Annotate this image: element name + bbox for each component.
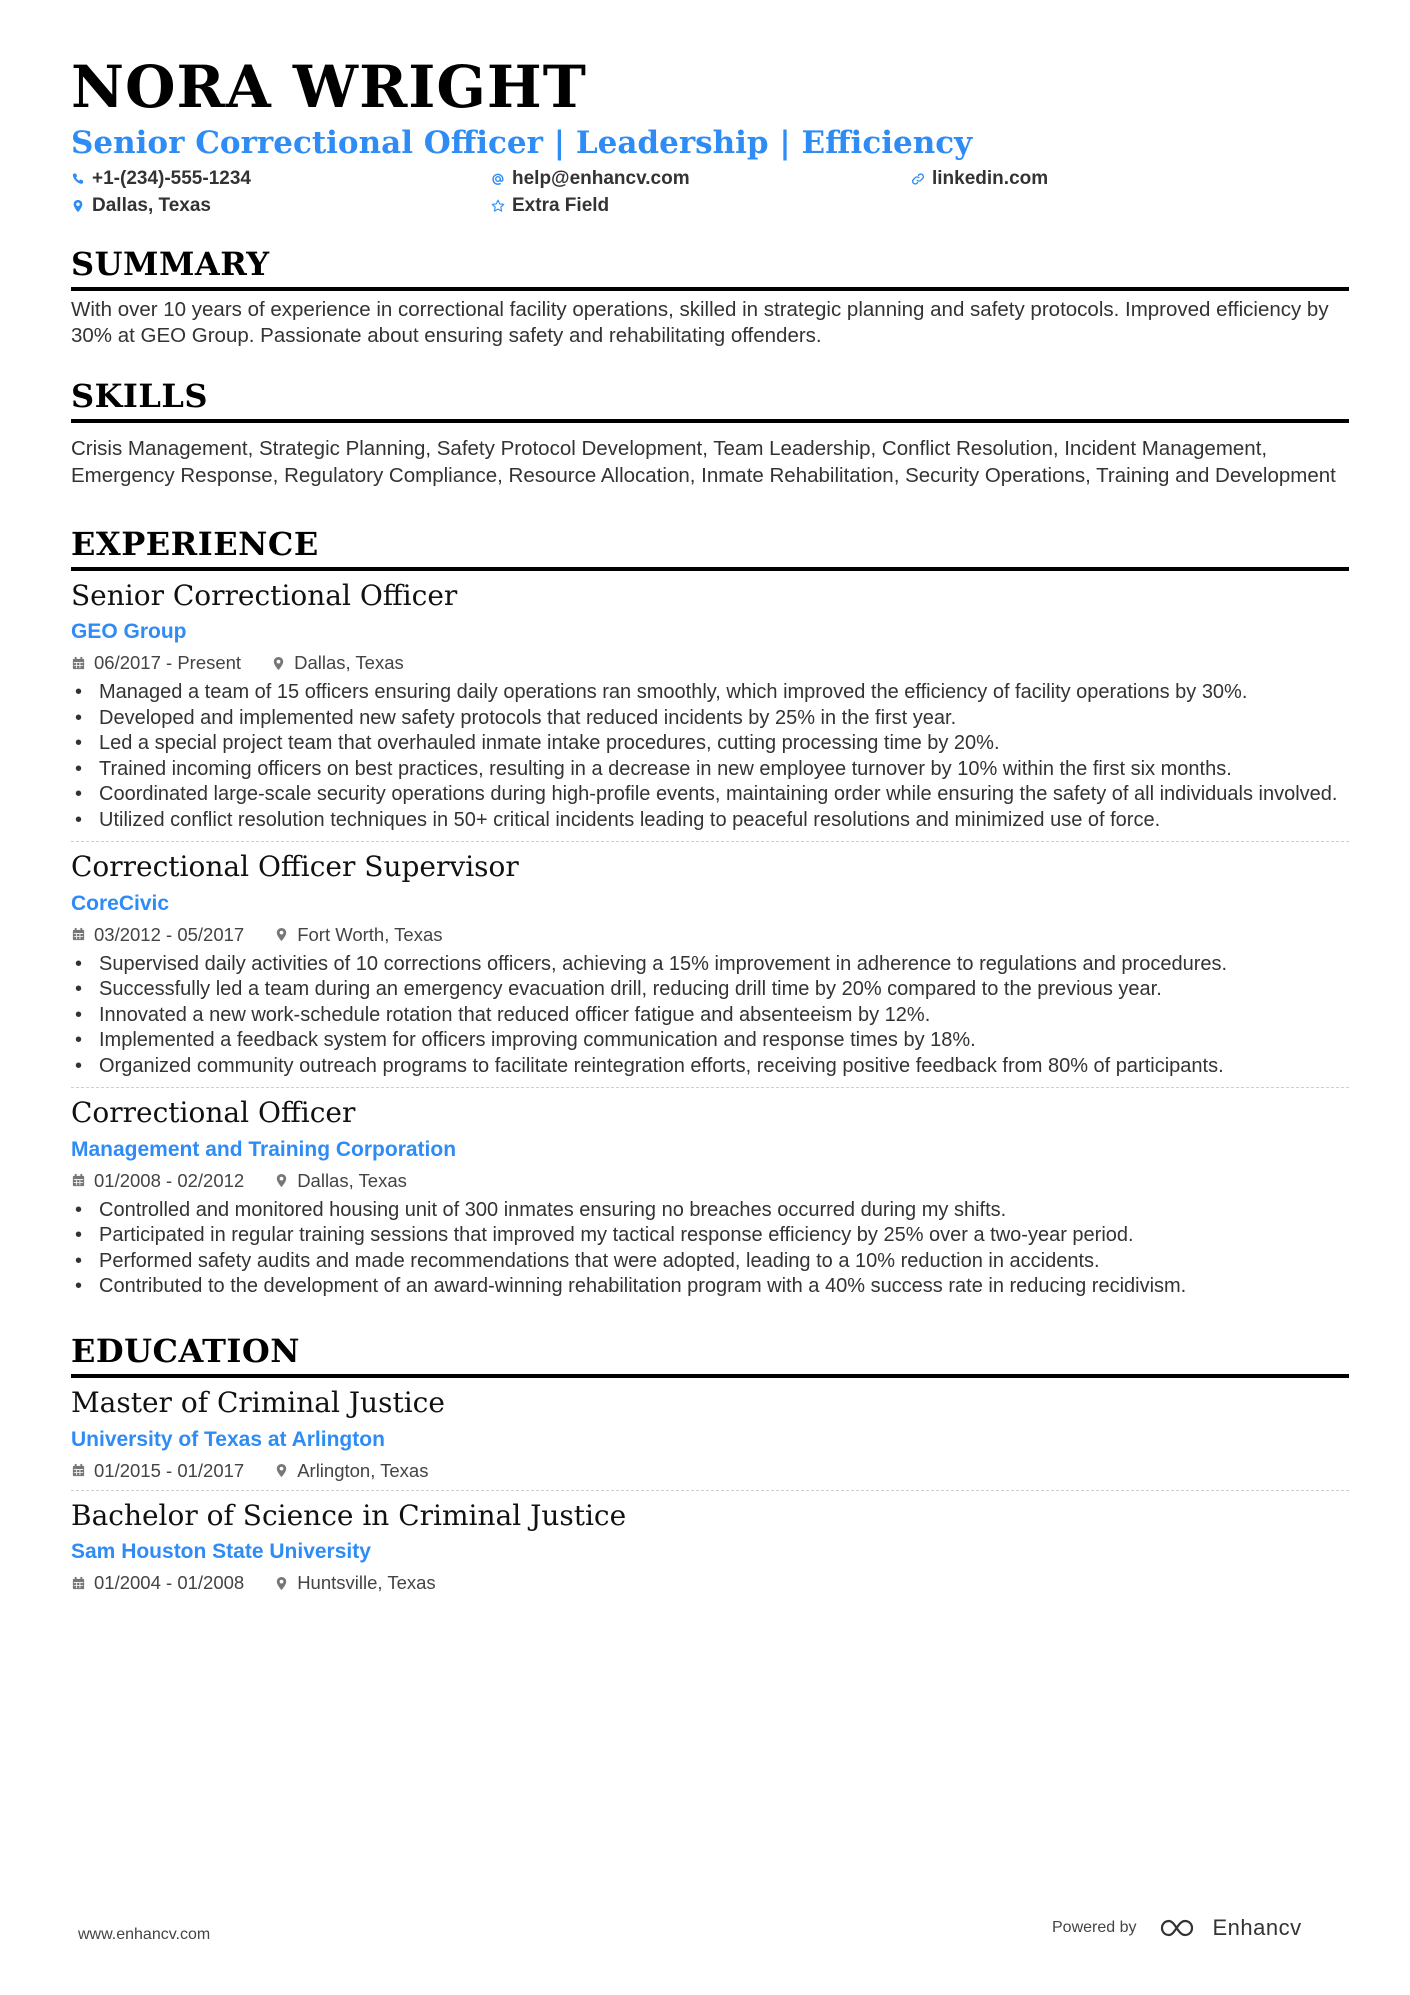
link-icon: [911, 172, 925, 186]
job-location: [271, 652, 404, 674]
job-location: [274, 924, 442, 946]
job-entry: [71, 850, 1349, 1079]
education-meta: [71, 1572, 1349, 1594]
brand-logo[interactable]: [1159, 1915, 1302, 1941]
education-dates: [71, 1460, 244, 1482]
skills-text: Crisis Management, Strategic Planning, Safety Protocol Development, Team Leadership, Conflict Resolution, Incident Management, Emergency Response, Regulatory Compliance, Resource Allocation, Inmate Rehabilitation, Security Operations, Training and Development: [71, 436, 1336, 487]
job-location: [274, 1170, 407, 1192]
job-title: Correctional Officer Supervisor: [71, 850, 519, 884]
company-name[interactable]: GEO Group: [71, 620, 187, 644]
education-divider: [71, 1374, 1349, 1378]
education-separator: [71, 1490, 1349, 1491]
bullet-item: • Trained incoming officers on best practices, resulting in a decrease in new employee turnover by 10% within the first six months.: [99, 757, 1349, 783]
candidate-title: Senior Correctional Officer | Leadership | Efficiency: [71, 125, 973, 161]
job-bullets: [71, 952, 1349, 1080]
job-location-text: Dallas, Texas: [297, 1169, 407, 1191]
bullet-item: • Organized community outreach programs to facilitate reintegration efforts, receiving positive feedback from 80% of participants.: [99, 1054, 1349, 1080]
location-pin-icon: [271, 656, 286, 671]
job-title: Senior Correctional Officer: [71, 578, 458, 612]
bullet-item: • Successfully led a team during an emergency evacuation drill, reducing drill time by 20% compared to the previous year.: [99, 977, 1349, 1003]
bullet-item: • Developed and implemented new safety protocols that reduced incidents by 25% in the first year.: [99, 706, 1349, 732]
powered-by-label: Powered by: [1052, 1919, 1137, 1936]
education-entry: [71, 1386, 1349, 1482]
contact-email[interactable]: [491, 168, 911, 190]
footer-branding: [1052, 1915, 1302, 1941]
job-entry: [71, 579, 1349, 834]
contact-extra: [491, 195, 911, 217]
education-location: [274, 1572, 435, 1594]
company-name[interactable]: CoreCivic: [71, 891, 170, 915]
job-dates: [71, 924, 244, 946]
bullet-item: • Led a special project team that overhauled inmate intake procedures, cutting processing time by 20%.: [99, 731, 1349, 757]
experience-heading: EXPERIENCE: [71, 524, 319, 563]
job-location-text: Fort Worth, Texas: [297, 923, 443, 945]
bullet-item: • Supervised daily activities of 10 corrections officers, achieving a 15% improvement in adherence to regulations and procedures.: [99, 952, 1349, 978]
linkedin-text: linkedin.com: [932, 167, 1049, 189]
bullet-item: • Implemented a feedback system for officers improving communication and response times by 18%.: [99, 1028, 1349, 1054]
star-icon: [491, 199, 505, 213]
job-entry: [71, 1096, 1349, 1300]
location-pin-icon: [274, 1173, 289, 1188]
job-dates-text: 03/2012 - 05/2017: [94, 923, 245, 945]
bullet-item: • Performed safety audits and made recommendations that were adopted, leading to a 10% reduction in accidents.: [99, 1249, 1349, 1275]
education-section: [71, 1332, 1349, 1594]
phone-text: +1-(234)-555-1234: [92, 167, 251, 189]
education-dates-text: 01/2004 - 01/2008: [94, 1572, 245, 1594]
experience-divider: [71, 567, 1349, 571]
candidate-name: NORA WRIGHT: [71, 53, 587, 121]
resume-page: [71, 53, 1349, 1594]
job-dates-text: 06/2017 - Present: [94, 652, 242, 674]
calendar-icon: [71, 1576, 86, 1591]
calendar-icon: [71, 1173, 86, 1188]
calendar-icon: [71, 1463, 86, 1478]
bullet-item: • Controlled and monitored housing unit of 300 inmates ensuring no breaches occurred during my shifts.: [99, 1198, 1349, 1224]
contact-location: [71, 195, 491, 217]
company-name[interactable]: Management and Training Corporation: [71, 1137, 457, 1161]
calendar-icon: [71, 656, 86, 671]
school-name[interactable]: Sam Houston State University: [71, 1540, 371, 1564]
bullet-item: • Innovated a new work-schedule rotation that reduced officer fatigue and absenteeism by 12%.: [99, 1003, 1349, 1029]
job-meta: [71, 652, 1349, 674]
contact-linkedin[interactable]: [911, 168, 1331, 190]
bullet-item: • Utilized conflict resolution techniques in 50+ critical incidents leading to peaceful resolutions and minimized use of force.: [99, 808, 1349, 834]
bullet-item: • Contributed to the development of an award-winning rehabilitation program with a 40% success rate in reducing recidivism.: [99, 1274, 1349, 1300]
education-location-text: Huntsville, Texas: [297, 1572, 436, 1594]
skills-section: [71, 377, 1349, 489]
experience-section: [71, 525, 1349, 1300]
at-icon: [491, 172, 505, 186]
location-pin-icon: [274, 927, 289, 942]
job-location-text: Dallas, Texas: [294, 652, 404, 674]
brand-name: Enhancv: [1212, 1915, 1302, 1940]
education-location: [274, 1460, 428, 1482]
job-meta: [71, 1170, 1349, 1192]
bullet-item: • Coordinated large-scale security operations during high-profile events, maintaining order while ensuring the safety of all individuals involved.: [99, 782, 1349, 808]
footer-website[interactable]: www.enhancv.com: [78, 1926, 211, 1943]
location-pin-icon: [71, 199, 85, 213]
job-title: Correctional Officer: [71, 1096, 356, 1130]
education-location-text: Arlington, Texas: [297, 1459, 429, 1481]
skills-heading: SKILLS: [71, 376, 208, 415]
calendar-icon: [71, 927, 86, 942]
job-dates: [71, 652, 241, 674]
job-separator: [71, 1087, 1349, 1088]
summary-section: [71, 245, 1349, 349]
school-name[interactable]: University of Texas at Arlington: [71, 1427, 385, 1451]
email-text: help@enhancv.com: [512, 167, 690, 189]
job-dates-text: 01/2008 - 02/2012: [94, 1169, 245, 1191]
summary-heading: SUMMARY: [71, 244, 270, 283]
contact-info: [71, 168, 1349, 217]
education-heading: EDUCATION: [71, 1331, 300, 1370]
summary-text: With over 10 years of experience in correctional facility operations, skilled in strategic planning and safety protocols. Improved efficiency by 30% at GEO Group. Passionate about ensuring safety and rehabilitating offenders.: [71, 297, 1329, 347]
location-pin-icon: [274, 1576, 289, 1591]
job-bullets: [71, 680, 1349, 833]
education-meta: [71, 1460, 1349, 1482]
degree-title: Master of Criminal Justice: [71, 1385, 445, 1419]
location-text: Dallas, Texas: [92, 194, 212, 216]
education-dates: [71, 1572, 244, 1594]
degree-title: Bachelor of Science in Criminal Justice: [71, 1498, 627, 1532]
job-meta: [71, 924, 1349, 946]
extra-field-text: Extra Field: [512, 194, 610, 216]
skills-divider: [71, 419, 1349, 423]
education-dates-text: 01/2015 - 01/2017: [94, 1459, 245, 1481]
location-pin-icon: [274, 1463, 289, 1478]
job-separator: [71, 841, 1349, 842]
bullet-item: • Participated in regular training sessions that improved my tactical response efficiency by 25% over a two-year period.: [99, 1223, 1349, 1249]
phone-icon: [71, 172, 85, 186]
contact-phone[interactable]: [71, 168, 491, 190]
education-entry: [71, 1499, 1349, 1595]
summary-divider: [71, 287, 1349, 291]
job-bullets: [71, 1198, 1349, 1300]
enhancv-logo-icon: [1159, 1916, 1205, 1940]
bullet-item: • Managed a team of 15 officers ensuring daily operations ran smoothly, which improved the efficiency of facility operations by 30%.: [99, 680, 1349, 706]
job-dates: [71, 1170, 244, 1192]
